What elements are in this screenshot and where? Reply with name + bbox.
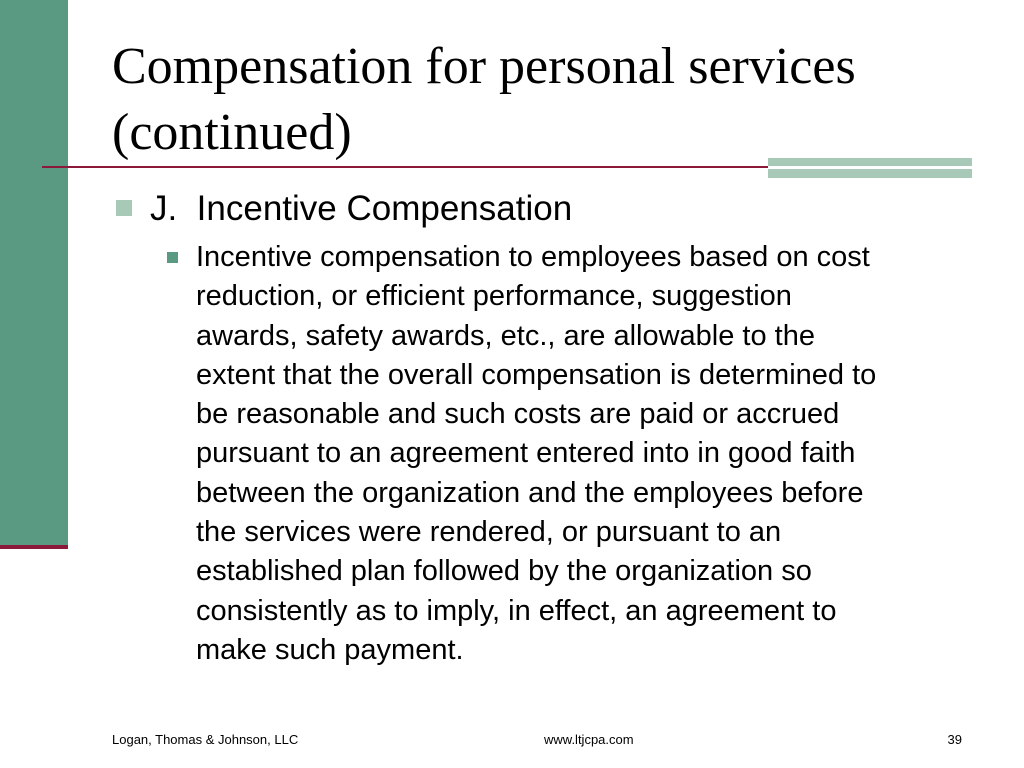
footer-company: Logan, Thomas & Johnson, LLC [112,732,299,747]
footer-website: www.ltjcpa.com [544,732,634,747]
bullet-square-icon [116,200,132,216]
body-text: Incentive compensation to employees based on cost reduction, or efficient performance, suggestion awards, safety awards, etc., are allowable to the extent that the overall compensation is determined to be reasonable and such costs are paid or accrued pursuant to an agreement entered into in good faith between the organization and the employees before the services were rendered, or pursuant to an established plan followed by the organization so consistently as to imply, in effect, an agreement to make such payment. [196,241,877,666]
title-accent-band-line [768,166,972,169]
left-accent-bar-underline [0,545,68,549]
left-accent-bar [0,0,68,545]
footer-page-number: 39 [947,732,962,747]
sub-bullet-square-icon [167,252,178,263]
section-heading: J. Incentive Compensation [150,189,573,228]
slide-title: Compensation for personal services (continued) [112,38,856,161]
